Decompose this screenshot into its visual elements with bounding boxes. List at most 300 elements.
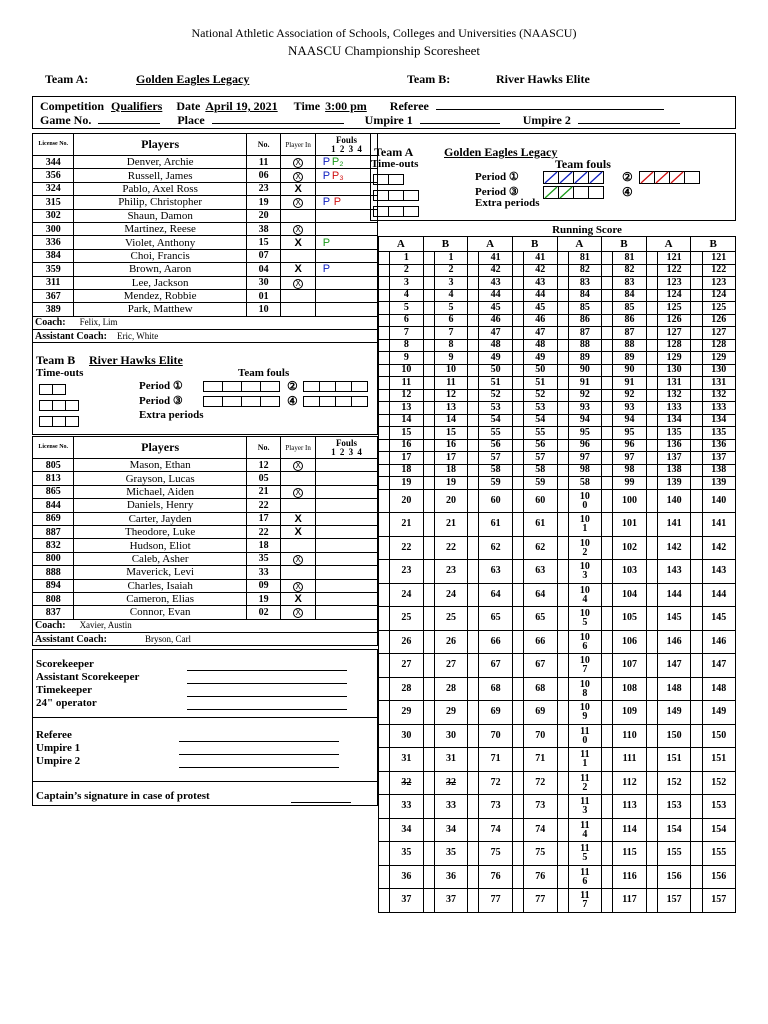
score-mark-cell[interactable] bbox=[691, 889, 702, 913]
score-number[interactable]: 50 bbox=[524, 364, 557, 377]
player-in-cell[interactable] bbox=[281, 169, 316, 182]
score-mark-cell[interactable] bbox=[646, 677, 657, 701]
score-number[interactable]: 10 2 bbox=[568, 536, 601, 560]
fouls-cell[interactable] bbox=[315, 579, 377, 592]
fouls-cell[interactable] bbox=[315, 499, 377, 512]
coach-cell[interactable] bbox=[33, 316, 378, 329]
score-mark-cell[interactable] bbox=[512, 583, 523, 607]
score-number[interactable]: 143 bbox=[702, 560, 735, 584]
score-mark-cell[interactable] bbox=[379, 252, 390, 265]
score-number[interactable]: 10 4 bbox=[568, 583, 601, 607]
score-mark-cell[interactable] bbox=[646, 377, 657, 390]
score-mark-cell[interactable] bbox=[512, 252, 523, 265]
score-number[interactable]: 61 bbox=[524, 513, 557, 537]
score-mark-cell[interactable] bbox=[646, 439, 657, 452]
score-number[interactable]: 30 bbox=[390, 724, 423, 748]
score-mark-cell[interactable] bbox=[691, 865, 702, 889]
fouls-cell[interactable] bbox=[315, 566, 377, 579]
score-mark-cell[interactable] bbox=[379, 364, 390, 377]
score-number[interactable]: 45 bbox=[479, 302, 512, 315]
score-mark-cell[interactable] bbox=[468, 289, 479, 302]
score-number[interactable]: 69 bbox=[479, 701, 512, 725]
score-number[interactable]: 36 bbox=[434, 865, 467, 889]
score-mark-cell[interactable] bbox=[646, 795, 657, 819]
score-mark-cell[interactable] bbox=[557, 402, 568, 415]
score-mark-cell[interactable] bbox=[423, 414, 434, 427]
score-number[interactable]: 51 bbox=[479, 377, 512, 390]
score-mark-cell[interactable] bbox=[646, 865, 657, 889]
score-number[interactable]: 157 bbox=[657, 889, 690, 913]
score-number[interactable]: 84 bbox=[613, 289, 646, 302]
score-mark-cell[interactable] bbox=[691, 414, 702, 427]
score-number[interactable]: 45 bbox=[524, 302, 557, 315]
score-number[interactable]: 101 bbox=[613, 513, 646, 537]
player-row[interactable] bbox=[33, 499, 378, 512]
score-mark-cell[interactable] bbox=[379, 842, 390, 866]
score-mark-cell[interactable] bbox=[602, 795, 613, 819]
score-number[interactable]: 55 bbox=[524, 427, 557, 440]
score-mark-cell[interactable] bbox=[423, 818, 434, 842]
score-number[interactable]: 55 bbox=[479, 427, 512, 440]
score-number[interactable]: 65 bbox=[524, 607, 557, 631]
score-mark-cell[interactable] bbox=[379, 701, 390, 725]
score-mark-cell[interactable] bbox=[602, 277, 613, 290]
score-number[interactable]: 34 bbox=[390, 818, 423, 842]
score-number[interactable]: 71 bbox=[524, 748, 557, 772]
score-mark-cell[interactable] bbox=[691, 724, 702, 748]
score-number[interactable]: 29 bbox=[434, 701, 467, 725]
score-mark-cell[interactable] bbox=[379, 452, 390, 465]
score-number[interactable]: 48 bbox=[479, 339, 512, 352]
score-mark-cell[interactable] bbox=[512, 389, 523, 402]
score-mark-cell[interactable] bbox=[423, 513, 434, 537]
score-mark-cell[interactable] bbox=[646, 560, 657, 584]
score-mark-cell[interactable] bbox=[557, 414, 568, 427]
score-number[interactable]: 31 bbox=[390, 748, 423, 772]
score-mark-cell[interactable] bbox=[557, 865, 568, 889]
score-mark-cell[interactable] bbox=[557, 513, 568, 537]
score-mark-cell[interactable] bbox=[557, 327, 568, 340]
score-mark-cell[interactable] bbox=[423, 252, 434, 265]
score-mark-cell[interactable] bbox=[557, 771, 568, 795]
score-mark-cell[interactable] bbox=[512, 302, 523, 315]
score-mark-cell[interactable] bbox=[646, 352, 657, 365]
fouls-cell[interactable] bbox=[315, 485, 377, 498]
score-mark-cell[interactable] bbox=[602, 264, 613, 277]
score-mark-cell[interactable] bbox=[512, 677, 523, 701]
score-mark-cell[interactable] bbox=[512, 889, 523, 913]
umpire1-field[interactable] bbox=[420, 123, 500, 124]
score-number[interactable]: 15 bbox=[434, 427, 467, 440]
score-number[interactable]: 117 bbox=[613, 889, 646, 913]
score-number[interactable]: 46 bbox=[524, 314, 557, 327]
score-number[interactable]: 85 bbox=[613, 302, 646, 315]
score-number[interactable]: 122 bbox=[702, 264, 735, 277]
score-number[interactable]: 93 bbox=[568, 402, 601, 415]
team-a-period1-fouls[interactable] bbox=[543, 171, 605, 184]
team-a-timeouts-row-3[interactable] bbox=[373, 206, 418, 217]
score-number[interactable]: 143 bbox=[657, 560, 690, 584]
score-number[interactable]: 95 bbox=[613, 427, 646, 440]
score-number[interactable]: 90 bbox=[613, 364, 646, 377]
score-mark-cell[interactable] bbox=[691, 439, 702, 452]
score-number[interactable]: 10 8 bbox=[568, 677, 601, 701]
score-number[interactable]: 2 bbox=[390, 264, 423, 277]
score-number[interactable]: 67 bbox=[524, 654, 557, 678]
score-number[interactable]: 17 bbox=[434, 452, 467, 465]
score-mark-cell[interactable] bbox=[602, 352, 613, 365]
player-row[interactable] bbox=[33, 289, 378, 302]
score-number[interactable]: 20 bbox=[390, 489, 423, 513]
score-mark-cell[interactable] bbox=[691, 795, 702, 819]
score-number[interactable]: 11 bbox=[434, 377, 467, 390]
score-mark-cell[interactable] bbox=[512, 795, 523, 819]
score-number[interactable]: 93 bbox=[613, 402, 646, 415]
score-mark-cell[interactable] bbox=[602, 583, 613, 607]
captain-signature[interactable] bbox=[291, 793, 351, 803]
score-number[interactable]: 98 bbox=[613, 464, 646, 477]
score-number[interactable]: 34 bbox=[434, 818, 467, 842]
score-number[interactable]: 18 bbox=[434, 464, 467, 477]
score-mark-cell[interactable] bbox=[423, 464, 434, 477]
score-number[interactable]: 144 bbox=[657, 583, 690, 607]
score-mark-cell[interactable] bbox=[646, 464, 657, 477]
score-mark-cell[interactable] bbox=[379, 607, 390, 631]
score-number[interactable]: 10 0 bbox=[568, 489, 601, 513]
score-mark-cell[interactable] bbox=[468, 889, 479, 913]
score-mark-cell[interactable] bbox=[602, 748, 613, 772]
score-number[interactable]: 155 bbox=[657, 842, 690, 866]
score-mark-cell[interactable] bbox=[646, 630, 657, 654]
score-mark-cell[interactable] bbox=[646, 414, 657, 427]
score-number[interactable]: 11 4 bbox=[568, 818, 601, 842]
score-number[interactable]: 75 bbox=[479, 842, 512, 866]
score-number[interactable]: 87 bbox=[613, 327, 646, 340]
score-number[interactable]: 72 bbox=[479, 771, 512, 795]
score-number[interactable]: 54 bbox=[479, 414, 512, 427]
score-number[interactable]: 13 bbox=[434, 402, 467, 415]
score-mark-cell[interactable] bbox=[468, 414, 479, 427]
score-mark-cell[interactable] bbox=[646, 452, 657, 465]
score-mark-cell[interactable] bbox=[602, 389, 613, 402]
score-mark-cell[interactable] bbox=[691, 352, 702, 365]
fouls-cell[interactable] bbox=[315, 249, 377, 262]
score-number[interactable]: 44 bbox=[479, 289, 512, 302]
score-mark-cell[interactable] bbox=[557, 536, 568, 560]
score-number[interactable]: 95 bbox=[568, 427, 601, 440]
score-number[interactable]: 73 bbox=[524, 795, 557, 819]
score-number[interactable]: 57 bbox=[524, 452, 557, 465]
score-number[interactable]: 132 bbox=[657, 389, 690, 402]
score-number[interactable]: 148 bbox=[702, 677, 735, 701]
score-number[interactable]: 140 bbox=[702, 489, 735, 513]
score-mark-cell[interactable] bbox=[602, 377, 613, 390]
score-mark-cell[interactable] bbox=[691, 402, 702, 415]
score-number[interactable]: 53 bbox=[479, 402, 512, 415]
score-number[interactable]: 10 3 bbox=[568, 560, 601, 584]
score-number[interactable]: 139 bbox=[702, 477, 735, 490]
score-mark-cell[interactable] bbox=[512, 477, 523, 490]
team-a-timeouts-row-1[interactable] bbox=[373, 174, 403, 185]
score-mark-cell[interactable] bbox=[468, 264, 479, 277]
score-number[interactable]: 58 bbox=[524, 464, 557, 477]
score-number[interactable]: 122 bbox=[657, 264, 690, 277]
score-mark-cell[interactable] bbox=[646, 389, 657, 402]
score-mark-cell[interactable] bbox=[423, 889, 434, 913]
score-mark-cell[interactable] bbox=[602, 842, 613, 866]
assistant-coach-cell[interactable] bbox=[33, 330, 378, 343]
score-number[interactable]: 89 bbox=[568, 352, 601, 365]
player-row[interactable] bbox=[33, 156, 378, 169]
score-mark-cell[interactable] bbox=[512, 264, 523, 277]
score-number[interactable]: 124 bbox=[657, 289, 690, 302]
score-mark-cell[interactable] bbox=[512, 607, 523, 631]
score-mark-cell[interactable] bbox=[423, 771, 434, 795]
score-mark-cell[interactable] bbox=[557, 654, 568, 678]
score-mark-cell[interactable] bbox=[468, 439, 479, 452]
score-number[interactable]: 54 bbox=[524, 414, 557, 427]
score-mark-cell[interactable] bbox=[691, 427, 702, 440]
score-mark-cell[interactable] bbox=[602, 489, 613, 513]
score-mark-cell[interactable] bbox=[646, 654, 657, 678]
score-number[interactable]: 96 bbox=[568, 439, 601, 452]
score-number[interactable]: 3 bbox=[434, 277, 467, 290]
score-mark-cell[interactable] bbox=[512, 536, 523, 560]
score-number[interactable]: 121 bbox=[657, 252, 690, 265]
score-mark-cell[interactable] bbox=[468, 560, 479, 584]
score-number[interactable]: 94 bbox=[568, 414, 601, 427]
score-number[interactable]: 125 bbox=[657, 302, 690, 315]
score-mark-cell[interactable] bbox=[646, 289, 657, 302]
score-mark-cell[interactable] bbox=[602, 364, 613, 377]
score-mark-cell[interactable] bbox=[468, 536, 479, 560]
score-mark-cell[interactable] bbox=[512, 277, 523, 290]
score-number[interactable]: 11 1 bbox=[568, 748, 601, 772]
score-mark-cell[interactable] bbox=[691, 748, 702, 772]
fouls-cell[interactable] bbox=[315, 459, 377, 472]
score-number[interactable]: 124 bbox=[702, 289, 735, 302]
fouls-cell[interactable] bbox=[315, 236, 377, 249]
player-in-cell[interactable] bbox=[281, 499, 316, 512]
score-mark-cell[interactable] bbox=[602, 427, 613, 440]
score-number[interactable]: 138 bbox=[657, 464, 690, 477]
fouls-cell[interactable] bbox=[315, 472, 377, 485]
score-number[interactable]: 5 bbox=[390, 302, 423, 315]
score-number[interactable]: 36 bbox=[390, 865, 423, 889]
score-number[interactable]: 107 bbox=[613, 654, 646, 678]
score-mark-cell[interactable] bbox=[468, 654, 479, 678]
score-mark-cell[interactable] bbox=[557, 439, 568, 452]
score-number[interactable]: 152 bbox=[702, 771, 735, 795]
score-number[interactable]: 155 bbox=[702, 842, 735, 866]
fouls-cell[interactable] bbox=[315, 156, 377, 169]
score-mark-cell[interactable] bbox=[423, 607, 434, 631]
score-mark-cell[interactable] bbox=[691, 464, 702, 477]
team-b-period1-fouls[interactable] bbox=[203, 381, 279, 392]
score-number[interactable]: 27 bbox=[390, 654, 423, 678]
score-number[interactable]: 11 7 bbox=[568, 889, 601, 913]
player-in-cell[interactable] bbox=[281, 196, 316, 209]
score-number[interactable]: 102 bbox=[613, 536, 646, 560]
player-in-cell[interactable] bbox=[281, 209, 316, 222]
score-mark-cell[interactable] bbox=[557, 377, 568, 390]
score-number[interactable]: 20 bbox=[434, 489, 467, 513]
fouls-cell[interactable] bbox=[315, 196, 377, 209]
score-number[interactable]: 154 bbox=[702, 818, 735, 842]
score-mark-cell[interactable] bbox=[423, 302, 434, 315]
score-mark-cell[interactable] bbox=[691, 818, 702, 842]
score-mark-cell[interactable] bbox=[423, 327, 434, 340]
score-number[interactable]: 84 bbox=[568, 289, 601, 302]
score-mark-cell[interactable] bbox=[423, 314, 434, 327]
score-number[interactable]: 69 bbox=[524, 701, 557, 725]
score-number[interactable]: 1 bbox=[390, 252, 423, 265]
score-number[interactable]: 142 bbox=[702, 536, 735, 560]
score-mark-cell[interactable] bbox=[646, 277, 657, 290]
score-mark-cell[interactable] bbox=[423, 264, 434, 277]
referee-field[interactable] bbox=[436, 109, 664, 110]
score-mark-cell[interactable] bbox=[468, 630, 479, 654]
score-number[interactable]: 56 bbox=[479, 439, 512, 452]
score-mark-cell[interactable] bbox=[557, 583, 568, 607]
player-row[interactable] bbox=[33, 606, 378, 619]
score-mark-cell[interactable] bbox=[468, 277, 479, 290]
score-number[interactable]: 5 bbox=[434, 302, 467, 315]
fouls-cell[interactable] bbox=[315, 289, 377, 302]
score-number[interactable]: 65 bbox=[479, 607, 512, 631]
score-mark-cell[interactable] bbox=[691, 264, 702, 277]
score-number[interactable]: 10 9 bbox=[568, 701, 601, 725]
score-mark-cell[interactable] bbox=[557, 452, 568, 465]
time-value[interactable]: 3:00 pm bbox=[325, 99, 367, 113]
score-number[interactable]: 148 bbox=[657, 677, 690, 701]
score-mark-cell[interactable] bbox=[691, 842, 702, 866]
score-mark-cell[interactable] bbox=[602, 818, 613, 842]
score-number[interactable]: 7 bbox=[434, 327, 467, 340]
score-mark-cell[interactable] bbox=[379, 289, 390, 302]
score-number[interactable]: 42 bbox=[524, 264, 557, 277]
score-mark-cell[interactable] bbox=[423, 402, 434, 415]
score-number[interactable]: 21 bbox=[434, 513, 467, 537]
score-mark-cell[interactable] bbox=[423, 583, 434, 607]
score-mark-cell[interactable] bbox=[379, 536, 390, 560]
score-mark-cell[interactable] bbox=[646, 302, 657, 315]
score-number[interactable]: 135 bbox=[657, 427, 690, 440]
score-number[interactable]: 145 bbox=[702, 607, 735, 631]
player-in-cell[interactable] bbox=[281, 156, 316, 169]
score-mark-cell[interactable] bbox=[557, 795, 568, 819]
score-mark-cell[interactable] bbox=[423, 842, 434, 866]
score-number[interactable]: 153 bbox=[702, 795, 735, 819]
score-number[interactable]: 136 bbox=[702, 439, 735, 452]
score-number[interactable]: 8 bbox=[390, 339, 423, 352]
score-number[interactable]: 150 bbox=[657, 724, 690, 748]
player-in-cell[interactable] bbox=[281, 566, 316, 579]
score-number[interactable]: 11 6 bbox=[568, 865, 601, 889]
score-mark-cell[interactable] bbox=[646, 427, 657, 440]
team-b-timeouts-row-1[interactable] bbox=[39, 384, 65, 395]
asst-scorekeeper-signature[interactable] bbox=[187, 674, 347, 684]
score-number[interactable]: 3 bbox=[390, 277, 423, 290]
player-row[interactable] bbox=[33, 579, 378, 592]
score-mark-cell[interactable] bbox=[423, 560, 434, 584]
score-mark-cell[interactable] bbox=[557, 489, 568, 513]
score-number[interactable]: 106 bbox=[613, 630, 646, 654]
score-number[interactable]: 32 bbox=[434, 771, 467, 795]
player-row[interactable] bbox=[33, 539, 378, 552]
score-mark-cell[interactable] bbox=[691, 252, 702, 265]
score-number[interactable]: 9 bbox=[434, 352, 467, 365]
player-in-cell[interactable] bbox=[281, 249, 316, 262]
score-mark-cell[interactable] bbox=[602, 414, 613, 427]
score-number[interactable]: 72 bbox=[524, 771, 557, 795]
score-number[interactable]: 144 bbox=[702, 583, 735, 607]
score-mark-cell[interactable] bbox=[512, 314, 523, 327]
score-mark-cell[interactable] bbox=[602, 314, 613, 327]
score-mark-cell[interactable] bbox=[468, 427, 479, 440]
score-mark-cell[interactable] bbox=[557, 607, 568, 631]
score-mark-cell[interactable] bbox=[423, 724, 434, 748]
score-number[interactable]: 58 bbox=[568, 477, 601, 490]
score-number[interactable]: 9 bbox=[390, 352, 423, 365]
player-row[interactable] bbox=[33, 263, 378, 276]
score-number[interactable]: 12 bbox=[390, 389, 423, 402]
score-number[interactable]: 52 bbox=[479, 389, 512, 402]
score-mark-cell[interactable] bbox=[468, 701, 479, 725]
score-number[interactable]: 83 bbox=[568, 277, 601, 290]
score-mark-cell[interactable] bbox=[691, 452, 702, 465]
score-mark-cell[interactable] bbox=[691, 607, 702, 631]
score-number[interactable]: 137 bbox=[657, 452, 690, 465]
score-number[interactable]: 32 bbox=[390, 771, 423, 795]
player-in-cell[interactable] bbox=[281, 539, 316, 552]
score-number[interactable]: 114 bbox=[613, 818, 646, 842]
score-mark-cell[interactable] bbox=[691, 513, 702, 537]
score-number[interactable]: 37 bbox=[434, 889, 467, 913]
player-row[interactable] bbox=[33, 169, 378, 182]
scorekeeper-signature[interactable] bbox=[187, 661, 347, 671]
score-mark-cell[interactable] bbox=[468, 477, 479, 490]
score-mark-cell[interactable] bbox=[423, 377, 434, 390]
score-number[interactable]: 48 bbox=[524, 339, 557, 352]
score-number[interactable]: 128 bbox=[657, 339, 690, 352]
player-in-cell[interactable] bbox=[281, 472, 316, 485]
score-mark-cell[interactable] bbox=[468, 252, 479, 265]
score-number[interactable]: 76 bbox=[479, 865, 512, 889]
score-number[interactable]: 23 bbox=[390, 560, 423, 584]
score-mark-cell[interactable] bbox=[379, 377, 390, 390]
score-mark-cell[interactable] bbox=[646, 264, 657, 277]
score-mark-cell[interactable] bbox=[602, 327, 613, 340]
score-mark-cell[interactable] bbox=[557, 677, 568, 701]
score-number[interactable]: 130 bbox=[657, 364, 690, 377]
score-number[interactable]: 26 bbox=[434, 630, 467, 654]
assistant-coach-cell[interactable] bbox=[33, 633, 378, 646]
score-number[interactable]: 62 bbox=[479, 536, 512, 560]
score-number[interactable]: 77 bbox=[479, 889, 512, 913]
score-number[interactable]: 133 bbox=[702, 402, 735, 415]
score-mark-cell[interactable] bbox=[691, 339, 702, 352]
score-mark-cell[interactable] bbox=[646, 536, 657, 560]
score-mark-cell[interactable] bbox=[691, 630, 702, 654]
score-mark-cell[interactable] bbox=[468, 364, 479, 377]
score-mark-cell[interactable] bbox=[646, 327, 657, 340]
score-mark-cell[interactable] bbox=[423, 289, 434, 302]
score-number[interactable]: 33 bbox=[390, 795, 423, 819]
score-number[interactable]: 47 bbox=[524, 327, 557, 340]
score-mark-cell[interactable] bbox=[379, 352, 390, 365]
score-mark-cell[interactable] bbox=[557, 818, 568, 842]
